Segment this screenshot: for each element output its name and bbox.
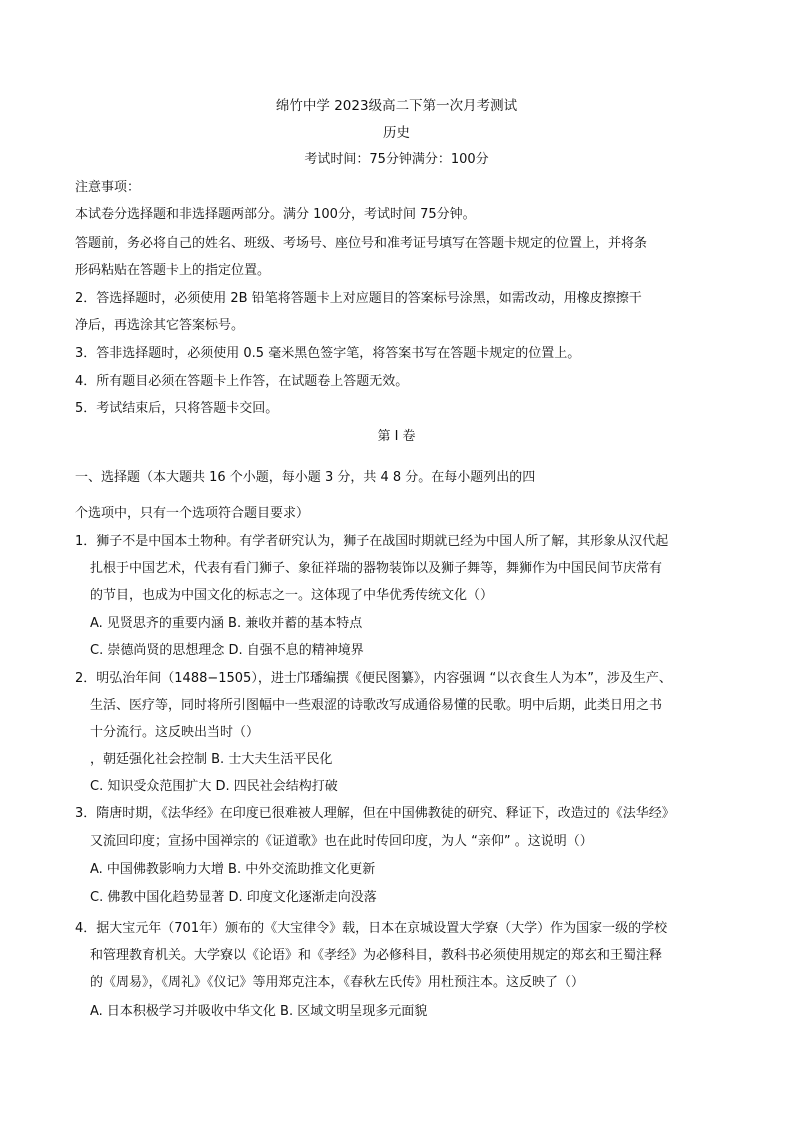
question-1-text: 扎根于中国艺术，代表有看门狮子、象征祥瑞的器物装饰以及狮子舞等，舞狮作为中国民间节庆常有 [90,561,663,576]
question-2-options: ，朝廷强化社会控制 B. 士大夫生活平民化 [90,752,333,767]
question-2-text: 十分流行。这反映出当时（） [90,725,260,740]
question-1-text: 1．狮子不是中国本土物种。有学者研究认为，狮子在战国时期就已经为中国人所了解，其形象从汉代起 [75,534,669,549]
question-4-text: 4．据大宝元年（701年）颁布的《大宝律令》载，日本在京城设置大学寮（大学）作为国家一级的学校 [75,921,668,936]
note-line: 本试卷分选择题和非选择题两部分。满分 100分，考试时间 75分钟。 [75,207,476,222]
exam-info: 考试时间：75分钟满分：100分 [304,152,489,167]
question-3-text: 又流回印度；宣扬中国禅宗的《证道歌》也在此时传回印度，为人 “亲仰” 。这说明（） [90,834,593,849]
note-line: 5．考试结束后，只将答题卡交回。 [75,401,279,416]
note-line: 答题前，务必将自己的姓名、班级、考场号、座位号和准考证号填写在答题卡规定的位置上，并将条 [75,236,648,251]
question-3-text: 3．隋唐时期，《法华经》在印度已很难被人理解，但在中国佛教徒的研究、释证下，改造过的《法华经》 [75,806,675,821]
note-line: 3．答非选择题时，必须使用 0.5 毫米黑色签字笔，将答案书写在答题卡规定的位置上。 [75,346,581,361]
question-1-text: 的节目，也成为中国文化的标志之一。这体现了中华优秀传统文化（） [90,588,494,603]
section-title: 第 I 卷 [377,429,416,444]
section-instruction: 个选项中，只有一个选项符合题目要求） [75,506,310,521]
subject-title: 历史 [383,125,410,141]
note-line: 形码粘贴在答题卡上的指定位置。 [75,263,271,278]
question-4-options: A. 日本积极学习并吸收中华文化 B. 区域文明呈现多元面貌 [90,1004,428,1019]
question-3-options: A. 中国佛教影响力大增 B. 中外交流助推文化更新 [90,862,376,877]
question-3-options: C. 佛教中国化趋势显著 D. 印度文化逐渐走向没落 [90,890,377,905]
exam-title: 绵竹中学 2023级高二下第一次月考测试 [275,98,518,114]
note-line: 4．所有题目必须在答题卡上作答，在试题卷上答题无效。 [75,374,409,389]
note-line: 2．答选择题时，必须使用 2B 铅笔将答题卡上对应题目的答案标号涂黑，如需改动，用橡皮擦擦干 [75,291,642,306]
note-line: 净后，再选涂其它答案标号。 [75,318,245,333]
question-2-options: C. 知识受众范围扩大 D. 四民社会结构打破 [90,779,338,794]
question-2-text: 生活、医疗等，同时将所引图幅中一些艰涩的诗歌改写成通俗易懂的民歌。明中后期，此类日用之书 [90,698,663,713]
question-4-text: 的《周易》，《周礼》《仪记》等用郑克注本，《春秋左氏传》用杜预注本。这反映了（） [90,975,585,990]
question-2-text: 2．明弘治年间（1488−1505），进士邝璠编撰《便民图纂》，内容强调 “以衣食生人为本”，涉及生产、 [75,671,672,686]
question-1-options: C. 崇德尚贤的思想理念 D. 自强不息的精神境界 [90,643,364,658]
notes-heading: 注意事项： [75,180,141,195]
section-instruction: 一、选择题（本大题共 16 个小题，每小题 3 分，共 4 8 分。在每小题列出的四 [75,470,536,485]
question-4-text: 和管理教育机关。大学寮以《论语》和《孝经》为必修科目，教科书必须使用规定的郑玄和王蜀注释 [90,948,663,963]
question-1-options: A. 见贤思齐的重要内涵 B. 兼收并蓄的基本特点 [90,616,363,631]
